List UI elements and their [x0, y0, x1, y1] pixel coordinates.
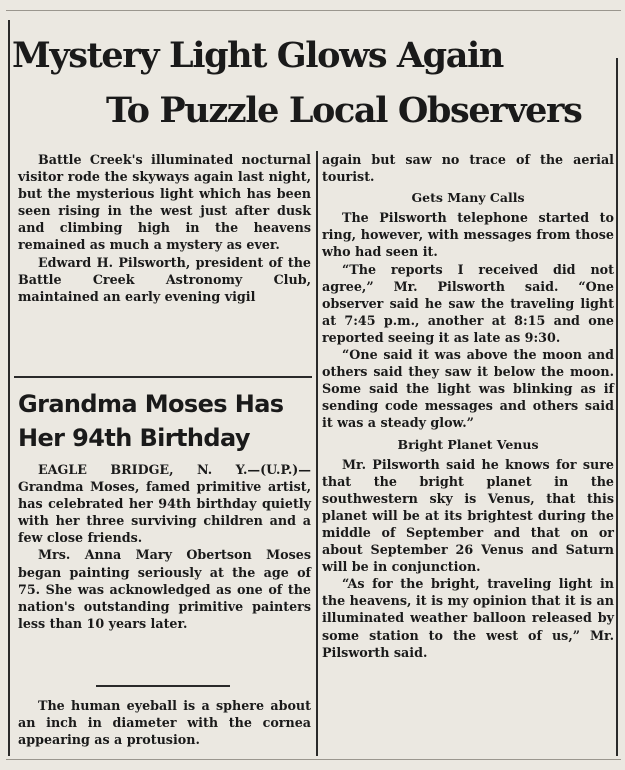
paragraph: “As for the bright, traveling light in the heavens, it is my opinion that it is an illuminated weather balloon released by some station to the west of us,” Mr. Pilsworth said.: [322, 576, 614, 660]
subhead-bright-planet-venus: Bright Planet Venus: [397, 436, 539, 452]
sidebar-headline-line-1: Grandma Moses Has: [18, 390, 284, 418]
paragraph: The Pilsworth telephone started to ring, however, with messages from those who had seen it.: [322, 210, 614, 260]
filler-text: The human eyeball is a sphere about an inch in diameter with the cornea appearing as a protusion.: [18, 698, 311, 748]
main-story-right-column: [322, 151, 614, 661]
story-divider: [14, 376, 312, 378]
sidebar-story-body: [18, 461, 311, 632]
paragraph: Battle Creek's illuminated nocturnal visitor rode the skyways again last night, but the mysterious light which has been seen rising in the west just after dusk and climbing high in the heavens remained as much a mystery as ever.: [18, 152, 311, 253]
filler-rule: [96, 685, 230, 687]
paragraph: again but saw no trace of the aerial tourist.: [322, 152, 614, 185]
paragraph: EAGLE BRIDGE, N. Y.—(U.P.)—Grandma Moses, famed primitive artist, has celebrated her 94th birthday quietly with her three surviving children and a few close friends.: [18, 462, 311, 546]
subhead-gets-many-calls: Gets Many Calls: [411, 190, 525, 206]
paragraph: “One said it was above the moon and others said they saw it below the moon. Some said the light was blinking as if sending code messages and others said it was a steady glow.”: [322, 347, 614, 431]
paragraph: Mrs. Anna Mary Obertson Moses began painting seriously at the age of 75. She was acknowledged as one of the nation's outstanding primitive painters less than 10 years later.: [18, 547, 311, 631]
bottom-rule: [6, 759, 621, 760]
paragraph: Mr. Pilsworth said he knows for sure that the bright planet in the southwestern sky is Venus, that this planet will be at its brightest during the middle of September and that on or about September 26 Venus and Saturn will be in conjunction.: [322, 456, 614, 575]
paragraph: Edward H. Pilsworth, president of the Battle Creek Astronomy Club, maintained an early evening vigil: [18, 254, 311, 304]
headline-line-2: To Puzzle Local Observers: [106, 90, 582, 131]
right-border-rule: [616, 58, 618, 756]
paragraph: “The reports I received did not agree,” Mr. Pilsworth said. “One observer said he saw the traveling light at 7:45 p.m., another at 8:15 and one reported seeing it as late as 9:30.: [322, 261, 614, 345]
headline-line-1: Mystery Light Glows Again: [12, 35, 503, 76]
main-story-left-column: [18, 151, 311, 305]
top-rule: [6, 10, 621, 11]
left-border-rule: [8, 20, 10, 756]
sidebar-headline-line-2: Her 94th Birthday: [18, 424, 250, 452]
column-rule: [316, 151, 318, 756]
filler-item: [18, 697, 311, 748]
